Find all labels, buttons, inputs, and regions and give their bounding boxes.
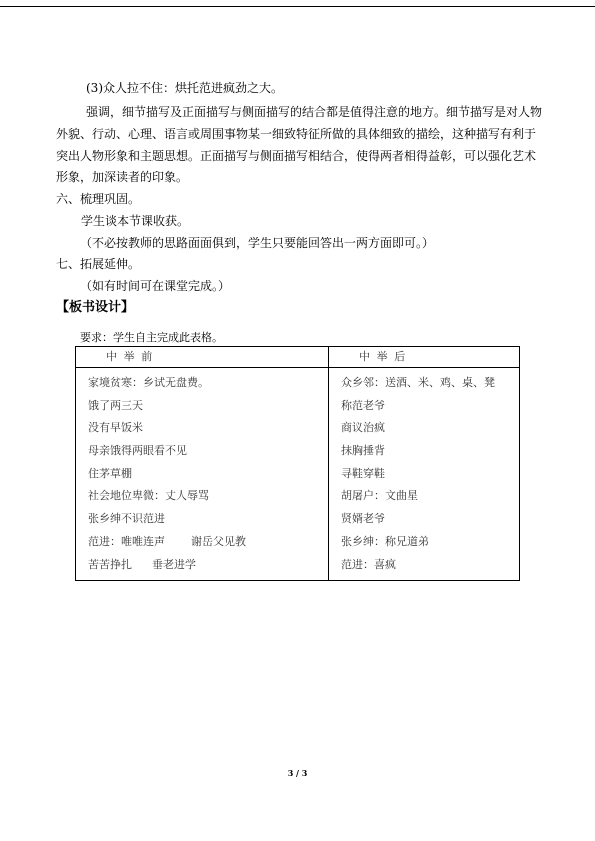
list-item: 贤婿老爷 (341, 512, 385, 526)
text-line-2: 强调，细节描写及正面描写与侧面描写的结合都是值得注意的地方。细节描写是对人物 (86, 105, 543, 119)
list-item: 母亲饿得两眼看不见 (88, 444, 187, 458)
page-number: 3 / 3 (287, 768, 308, 778)
text-line-1: (3)众人拉不住：烘托范进疯劲之大。 (86, 81, 283, 95)
list-item: 商议治疯 (341, 421, 385, 435)
list-item: 寻鞋穿鞋 (341, 466, 385, 480)
list-item: 没有早饭米 (88, 421, 143, 435)
text-line-7: 学生谈本节课收获。 (81, 214, 190, 228)
list-item: 张乡绅不识范进 (88, 512, 165, 526)
board-table (75, 346, 520, 581)
header-after: 中举后 (329, 347, 520, 368)
list-item: 社会地位卑微：丈人辱骂 (88, 489, 209, 503)
section-seven-heading: 七、拓展延伸。 (56, 257, 141, 271)
text-line-3: 外貌、行动、心理、语言或周围事物某一细致特征所做的具体细致的描绘，这种描写有利于 (56, 127, 537, 141)
requirement-text: 要求：学生自主完成此表格。 (80, 331, 223, 344)
column-before (76, 368, 329, 581)
list-item: 饿了两三天 (88, 398, 143, 412)
list-item: 众乡邻：送酒、米、鸡、桌、凳 (341, 376, 495, 389)
section-six-heading: 六、梳理巩固。 (56, 192, 141, 206)
list-item: 范进：喜疯 (341, 557, 396, 571)
board-design-title: 【板书设计】 (56, 300, 135, 315)
list-item: 住茅草棚 (88, 466, 132, 480)
list-item: 苦苦挣扎 垂老进学 (88, 557, 196, 571)
header-before: 中举前 (76, 347, 329, 368)
text-line-5: 形象，加深读者的印象。 (56, 170, 189, 184)
table-body-row (76, 368, 520, 581)
list-item: 抹胸捶背 (341, 444, 385, 458)
list-item: 胡屠户：文曲星 (341, 489, 418, 503)
text-line-8: （不必按教师的思路面面俱到，学生只要能回答出一两方面即可。） (80, 236, 435, 250)
column-after (329, 368, 520, 581)
text-line-10: （如有时间可在课堂完成。） (80, 279, 231, 293)
text-line-4: 突出人物形象和主题思想。正面描写与侧面描写相结合，使得两者相得益彰，可以强化艺术 (56, 149, 537, 163)
list-item: 称范老爷 (341, 398, 385, 412)
table-header-row (76, 347, 520, 368)
list-item: 家境贫寒：乡试无盘费。 (88, 376, 209, 389)
list-item: 范进：唯唯连声 谢岳父见教 (88, 534, 246, 548)
header-rule (0, 6, 595, 7)
list-item: 张乡绅：称兄道弟 (341, 534, 429, 548)
